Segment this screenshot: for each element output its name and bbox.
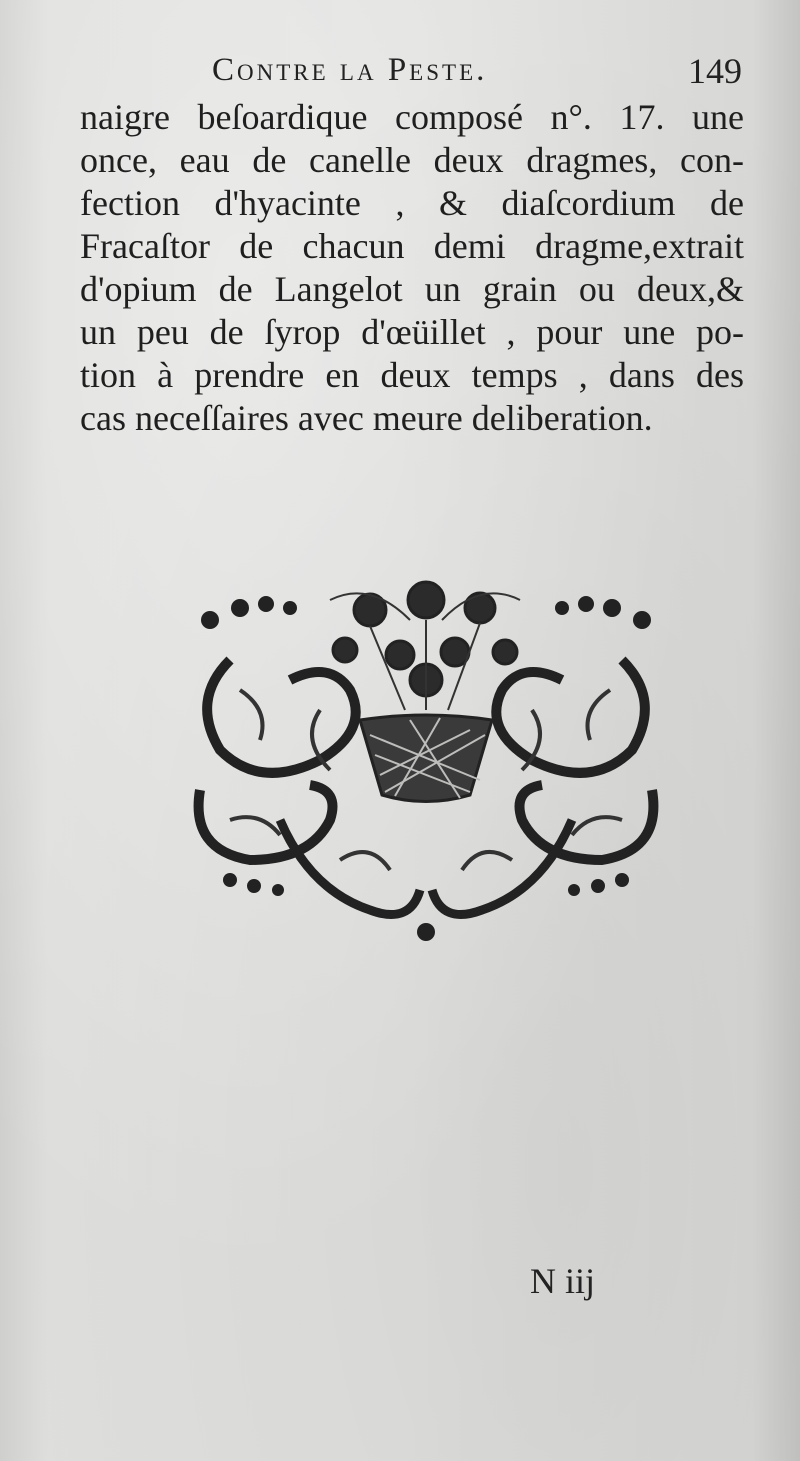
text-line: cas neceſſaires avec meure deliberation. (80, 398, 653, 438)
text-line: Fracaſtor de chacun demi dragme,extrait (80, 226, 744, 266)
page-header (80, 44, 742, 98)
text-line: tion à prendre en deux temps , dans des (80, 355, 744, 395)
text-line: d'opium de Langelot un grain ou deux,& (80, 269, 744, 309)
text-line: once, eau de canelle deux dragmes, con- (80, 140, 744, 180)
text-line: fection d'hyacinte , & diaſcordium de (80, 183, 744, 223)
body-text (80, 96, 744, 440)
text-line: un peu de ſyrop d'œüillet , pour une po- (80, 312, 744, 352)
page-number: 149 (688, 51, 742, 91)
text-line: naigre beſoardique composé n°. 17. une (80, 97, 744, 137)
running-title: Contre la Peste. (212, 52, 488, 88)
signature-mark: N iij (530, 1261, 596, 1301)
flower-basket-ornament (170, 560, 682, 945)
